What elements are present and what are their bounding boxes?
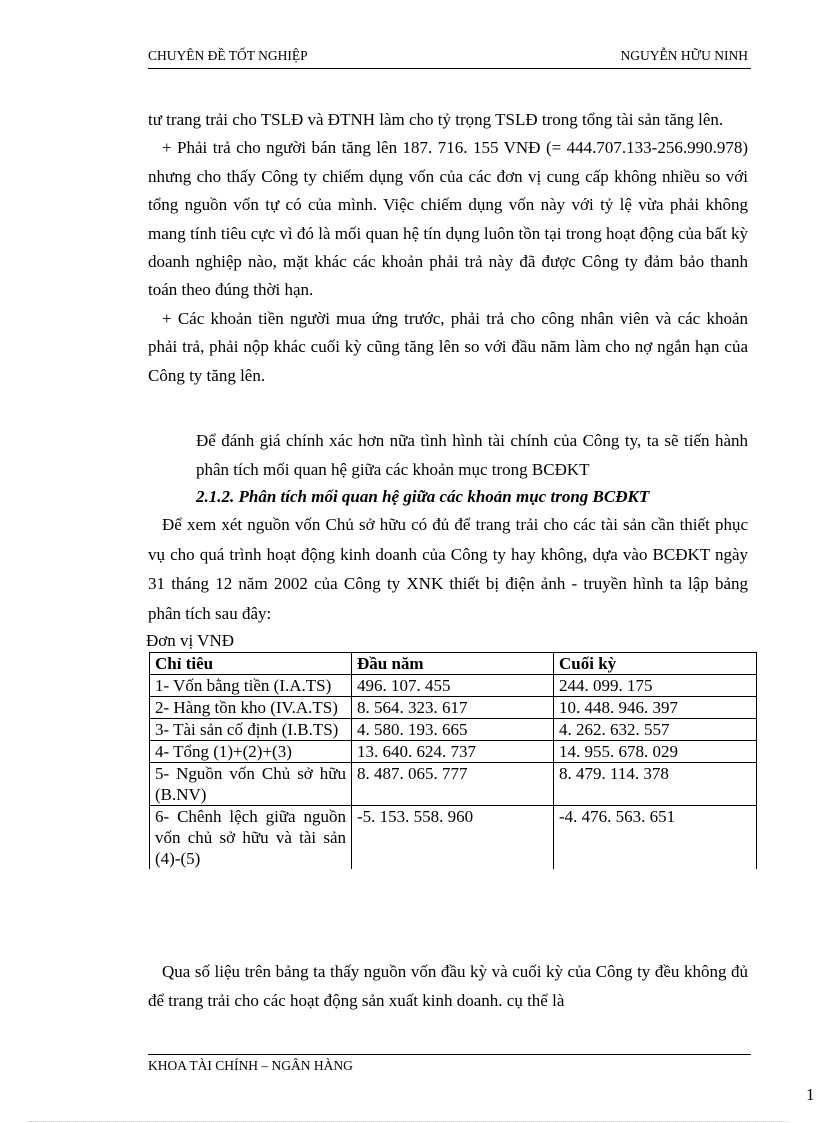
- unit-label: Đơn vị VNĐ: [146, 631, 235, 650]
- header-author: NGUYỄN HỮU NINH: [620, 48, 748, 63]
- table-cell-label: 5- Nguồn vốn Chủ sở hữu (B.NV): [150, 763, 352, 806]
- table-row: [150, 741, 757, 763]
- table-cell-value: 4. 262. 632. 557: [554, 719, 757, 741]
- paragraph-6: Qua số liệu trên bảng ta thấy nguồn vốn đầu kỳ và cuối kỳ của Công ty đều không đủ để trang trải cho các hoạt động sản xuất kinh doanh. cụ thể là: [148, 962, 748, 1010]
- table-header-cell: Cuối kỳ: [554, 653, 757, 675]
- table-header-cell: Chỉ tiêu: [150, 653, 352, 675]
- table-cell-label: 4- Tổng (1)+(2)+(3): [150, 741, 352, 763]
- table-cell-value: 8. 479. 114. 378: [554, 763, 757, 806]
- footer-divider: [148, 1054, 751, 1055]
- table-row: [150, 763, 757, 806]
- header-document-title: CHUYÊN ĐỀ TỐT NGHIỆP: [148, 48, 308, 63]
- table-cell-value: 13. 640. 624. 737: [352, 741, 554, 763]
- body-block-2: [196, 426, 748, 484]
- table-header-cell: Đầu năm: [352, 653, 554, 675]
- body-block-1: [148, 106, 748, 390]
- table-cell-label: 2- Hàng tồn kho (IV.A.TS): [150, 697, 352, 719]
- paragraph-3: + Các khoản tiền người mua ứng trước, phải trả cho công nhân viên và các khoản phải trả, phải nộp khác cuối kỳ cũng tăng lên so với đầu năm làm cho nợ ngắn hạn của Công ty tăng lên.: [148, 308, 748, 385]
- header-divider: [148, 68, 751, 69]
- body-block-3: [148, 510, 748, 628]
- table-cell-value: 8. 564. 323. 617: [352, 697, 554, 719]
- paragraph-4: Để đánh giá chính xác hơn nữa tình hình tài chính của Công ty, ta sẽ tiến hành phân tích mối quan hệ giữa các khoản mục trong BCĐKT: [196, 431, 748, 479]
- table-cell-value: 14. 955. 678. 029: [554, 741, 757, 763]
- body-block-4: [148, 957, 748, 1015]
- table-cell-label: 1- Vốn bằng tiền (I.A.TS): [150, 675, 352, 697]
- table-cell-value: 496. 107. 455: [352, 675, 554, 697]
- table-cell-value: 244. 099. 175: [554, 675, 757, 697]
- table-cell-value: -4. 476. 563. 651: [554, 806, 757, 870]
- page-header: [148, 48, 748, 68]
- paragraph-5: Để xem xét nguồn vốn Chủ sở hữu có đủ để trang trải cho các tài sản cần thiết phục vụ cho quá trình hoạt động kinh doanh của Công ty hay không, dựa vào BCĐKT ngày 31 tháng 12 năm 2002 của Công ty XNK thiết bị điện ảnh - truyền hình ta lập bảng phân tích sau đây:: [148, 515, 748, 623]
- paragraph-1: tư trang trải cho TSLĐ và ĐTNH làm cho tỷ trọng TSLĐ trong tổng tài sản tăng lên.: [148, 110, 724, 129]
- table-cell-label: 6- Chênh lệch giữa nguồn vốn chủ sở hữu và tài sản (4)-(5): [150, 806, 352, 870]
- table-cell-label: 3- Tài sản cố định (I.B.TS): [150, 719, 352, 741]
- analysis-table: [149, 652, 757, 869]
- paragraph-2: + Phải trả cho người bán tăng lên 187. 716. 155 VNĐ (= 444.707.133-256.990.978) nhưng cho thấy Công ty chiếm dụng vốn của các đơn vị cung cấp không nhiều so với tổng nguồn vốn tự có của mình. Việc chiếm dụng vốn này với tỷ lệ vừa phải không mang tính tiêu cực vì đó là mối quan hệ tín dụng luôn tồn tại trong hoạt động của bất kỳ doanh nghiệp nào, mặt khác các khoản phải trả này đã được Công ty đảm bảo thanh toán theo đúng thời hạn.: [148, 138, 748, 300]
- table-row: [150, 697, 757, 719]
- section-heading: 2.1.2. Phân tích mối quan hệ giữa các khoản mục trong BCĐKT: [196, 487, 650, 506]
- footer-faculty: KHOA TÀI CHÍNH – NGÂN HÀNG: [148, 1058, 353, 1073]
- page-number: 1: [806, 1085, 815, 1104]
- table-row: [150, 719, 757, 741]
- table-cell-value: 10. 448. 946. 397: [554, 697, 757, 719]
- table-cell-value: 4. 580. 193. 665: [352, 719, 554, 741]
- table-cell-value: 8. 487. 065. 777: [352, 763, 554, 806]
- table-cell-value: -5. 153. 558. 960: [352, 806, 554, 870]
- table-row: [150, 675, 757, 697]
- page-bottom-border: [28, 1121, 788, 1122]
- table-header-row: [150, 653, 757, 675]
- table-row: [150, 806, 757, 870]
